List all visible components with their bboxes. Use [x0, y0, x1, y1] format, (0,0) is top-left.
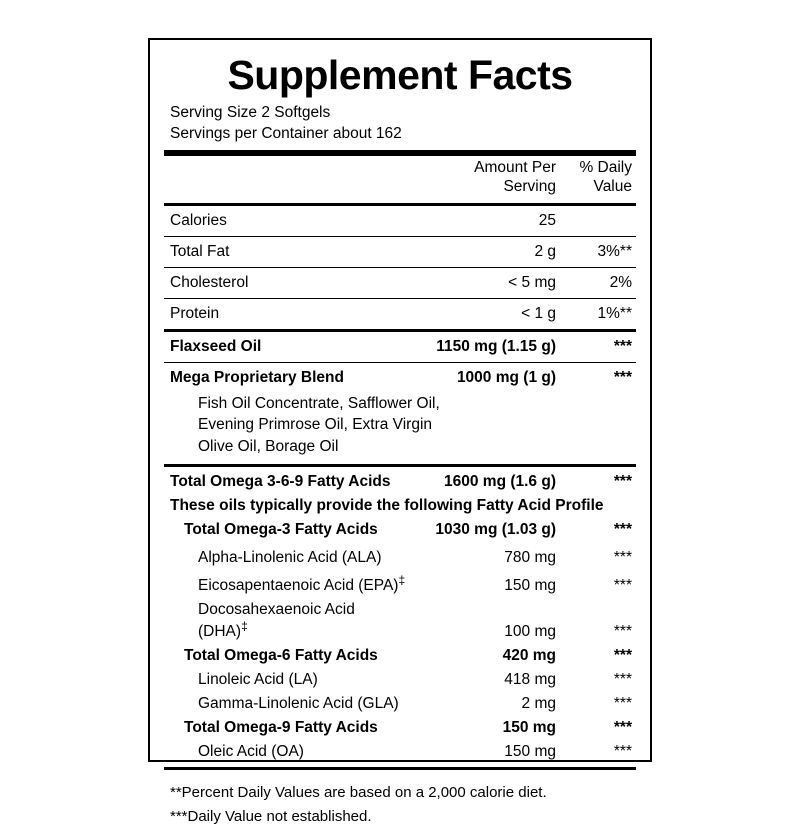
divider-header	[164, 200, 636, 209]
row-amount: 420 mg	[502, 647, 556, 665]
table-row	[164, 692, 636, 716]
row-dv: ***	[613, 623, 632, 641]
table-row	[164, 598, 636, 644]
table-row	[164, 518, 636, 542]
row-amount: 780 mg	[504, 549, 556, 567]
divider	[164, 359, 636, 366]
row-label: Total Omega-6 Fatty Acids	[184, 647, 378, 665]
nutrition-table	[164, 156, 636, 773]
blend-ingredients-line3: Olive Oil, Borage Oil	[198, 437, 339, 455]
table-row	[164, 271, 636, 295]
divider	[164, 264, 636, 271]
row-amount: 150 mg	[502, 719, 556, 737]
table-header-row	[164, 156, 636, 200]
profile-note: These oils typically provide the following Fatty Acid Profile	[170, 496, 604, 514]
divider-section	[164, 326, 636, 335]
row-label: Flaxseed Oil	[170, 337, 262, 355]
header-amount-per-serving	[406, 156, 556, 200]
row-label-cell	[164, 570, 406, 598]
table-row	[164, 209, 636, 233]
row-amount: 1600 mg (1.6 g)	[444, 472, 556, 490]
row-dv: ***	[613, 695, 632, 713]
row-label: Protein	[170, 304, 220, 322]
row-dv: ***	[613, 472, 632, 490]
footnote-percent-dv: **Percent Daily Values are based on a 2,000 calorie diet.	[170, 784, 547, 802]
row-dv: ***	[613, 719, 632, 737]
table-row	[164, 668, 636, 692]
blend-ingredients-row	[164, 390, 636, 461]
servings-per-container: Servings per Container about 162	[170, 124, 402, 142]
table-row	[164, 302, 636, 326]
row-label: Linoleic Acid (LA)	[198, 671, 318, 689]
row-label-cell	[164, 598, 406, 644]
table-row	[164, 240, 636, 264]
table-row	[164, 542, 636, 570]
row-label: Total Omega-3 Fatty Acids	[184, 520, 378, 538]
row-dv: ***	[613, 671, 632, 689]
row-amount: 150 mg	[504, 743, 556, 761]
divider	[164, 295, 636, 302]
blend-ingredients-line1: Fish Oil Concentrate, Safflower Oil,	[198, 394, 440, 412]
header-dv-line1: % Daily	[579, 158, 632, 176]
dagger-marker: ‡	[398, 573, 406, 588]
row-label: Calories	[170, 211, 227, 229]
table-row	[164, 716, 636, 740]
row-label: Docosahexaenoic Acid (DHA)	[198, 601, 355, 641]
row-label: Alpha-Linolenic Acid (ALA)	[198, 549, 382, 567]
footnote-dv-not-established: ***Daily Value not established.	[170, 807, 372, 825]
row-amount: 1150 mg (1.15 g)	[436, 337, 556, 355]
supplement-facts-panel	[148, 38, 652, 825]
row-dv: ***	[613, 520, 632, 538]
row-amount: 418 mg	[504, 671, 556, 689]
profile-note-row	[164, 494, 636, 518]
row-label: Gamma-Linolenic Acid (GLA)	[198, 695, 399, 713]
divider-footer	[164, 764, 636, 773]
row-amount: 2 g	[534, 242, 556, 260]
row-dv: ***	[613, 577, 632, 595]
row-dv: ***	[613, 647, 632, 665]
header-dv-line2: Value	[593, 177, 632, 195]
divider	[164, 233, 636, 240]
row-dv: ***	[613, 549, 632, 567]
table-row	[164, 570, 636, 598]
table-row	[164, 644, 636, 668]
row-dv: 3%**	[597, 242, 632, 260]
header-amount-line1: Amount Per	[474, 158, 556, 176]
blend-ingredients	[164, 390, 636, 461]
row-dv: ***	[613, 368, 632, 386]
row-label: Oleic Acid (OA)	[198, 743, 304, 761]
row-label: Eicosapentaenoic Acid (EPA)	[198, 577, 399, 595]
row-amount: 1030 mg (1.03 g)	[435, 520, 556, 538]
blend-ingredients-line2: Evening Primrose Oil, Extra Virgin	[198, 416, 433, 434]
divider-section	[164, 461, 636, 470]
row-amount: < 5 mg	[508, 273, 556, 291]
row-dv: ***	[613, 337, 632, 355]
row-label-cell	[164, 542, 406, 570]
row-amount: 25	[538, 211, 556, 229]
table-row	[164, 740, 636, 764]
dagger-marker: ‡	[241, 619, 248, 634]
header-blank	[164, 156, 406, 200]
header-daily-value	[556, 156, 636, 200]
row-label: Cholesterol	[170, 273, 249, 291]
table-row	[164, 470, 636, 494]
serving-size: Serving Size 2 Softgels	[170, 104, 331, 122]
page-title: Supplement Facts	[227, 52, 573, 98]
row-amount: 2 mg	[521, 695, 556, 713]
row-label: Total Omega-9 Fatty Acids	[184, 719, 378, 737]
row-amount: < 1 g	[521, 304, 556, 322]
row-label: Total Fat	[170, 242, 230, 260]
table-row	[164, 335, 636, 359]
row-label: Mega Proprietary Blend	[170, 368, 344, 386]
row-amount: 1000 mg (1 g)	[456, 368, 556, 386]
row-dv: 1%**	[597, 304, 632, 322]
table-row	[164, 366, 636, 390]
row-amount: 100 mg	[504, 623, 556, 641]
row-dv: ***	[613, 743, 632, 761]
header-amount-line2: Serving	[503, 177, 556, 195]
row-dv: 2%	[609, 273, 632, 291]
row-label: Total Omega 3-6-9 Fatty Acids	[170, 472, 391, 490]
row-dv	[556, 209, 636, 233]
footnotes	[164, 773, 636, 828]
row-amount: 150 mg	[504, 577, 556, 595]
